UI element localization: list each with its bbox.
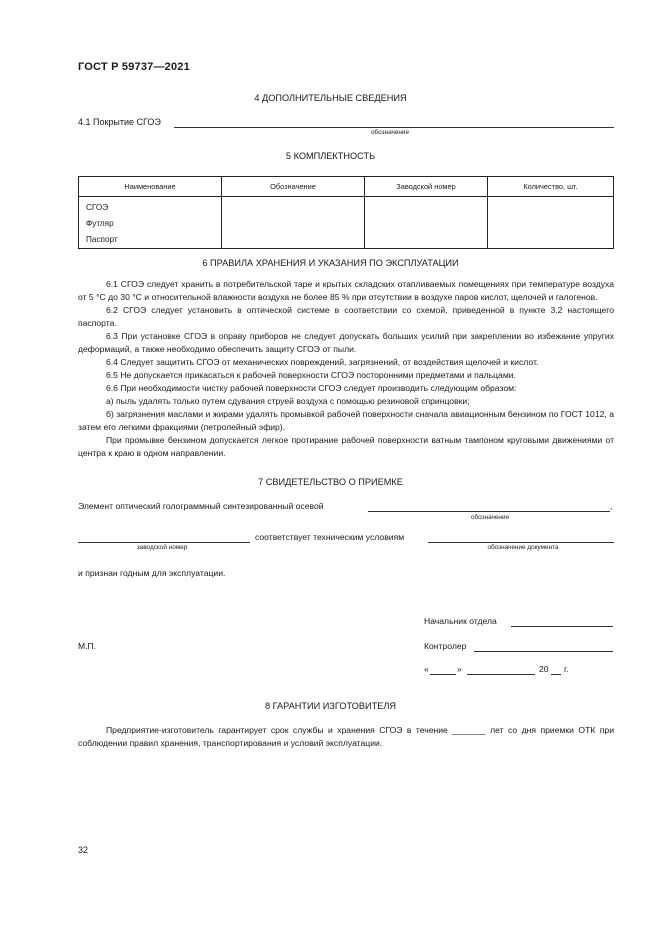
page-number: 32 bbox=[78, 845, 89, 855]
controller-signature-line[interactable] bbox=[474, 651, 613, 652]
col-designation-header: Обозначение bbox=[222, 177, 365, 197]
paragraph: 6.3 При установке СГОЭ в оправу приборов не следует допускать больших усилий при закреплении во избежание упругих деформаций, а также необходимо обеспечить защиту СГОЭ от пыли. bbox=[78, 331, 614, 354]
paragraph: 6.1 СГОЭ следует хранить в потребительской таре и крытых складских отапливаемых помещениях при температуре воздуха от 5 °С до 30 °С и относительной влажности воздуха не более 85 % при отсутствии в воздухе паров кислот, щелочей и галогенов. bbox=[78, 279, 614, 302]
year-line[interactable] bbox=[551, 674, 561, 675]
paragraph: При промывке бензином допускается легкое протирание рабочей поверхности ватным тампоном круговыми движениями от центра к краю в одном направлении. bbox=[78, 435, 614, 458]
year-prefix: 20 bbox=[539, 664, 549, 674]
items-cell bbox=[79, 197, 222, 249]
head-signature-line[interactable] bbox=[511, 626, 613, 627]
completeness-table bbox=[78, 176, 614, 249]
date-close-quote: » bbox=[457, 664, 462, 674]
warranty-text-after: лет со дня приемки ОТК при соблюдении правил хранения, транспортирования и условий эксплуатации. bbox=[78, 725, 614, 748]
paragraph bbox=[78, 724, 614, 750]
head-label: Начальник отдела bbox=[424, 616, 497, 626]
list-item: СГОЭ bbox=[86, 203, 109, 212]
section-8-title: 8 ГАРАНТИИ ИЗГОТОВИТЕЛЯ bbox=[264, 701, 397, 711]
list-item: Футляр bbox=[86, 219, 114, 228]
section-4-title: 4 ДОПОЛНИТЕЛЬНЫЕ СВЕДЕНИЯ bbox=[254, 93, 407, 103]
paragraph: 6.6 При необходимости чистку рабочей поверхности СГОЭ следует производить следующим образом: bbox=[106, 383, 517, 393]
conform-text: соответствует техническим условиям bbox=[255, 532, 405, 542]
serial-caption: заводской номер bbox=[136, 544, 188, 551]
month-line[interactable] bbox=[467, 674, 535, 675]
document-caption: обозначение документа bbox=[487, 544, 559, 551]
date-open-quote: « bbox=[424, 664, 429, 674]
accepted-text: и признан годным для эксплуатации. bbox=[78, 568, 226, 578]
stamp-label: М.П. bbox=[78, 641, 97, 651]
quantity-cell[interactable] bbox=[488, 197, 614, 249]
designation-cell[interactable] bbox=[222, 197, 365, 249]
year-suffix: г. bbox=[564, 664, 569, 674]
table-header-row bbox=[79, 177, 614, 197]
element-label: Элемент оптический голограммный синтезированный осевой bbox=[78, 501, 324, 511]
section-6-title: 6 ПРАВИЛА ХРАНЕНИЯ И УКАЗАНИЯ ПО ЭКСПЛУАТАЦИИ bbox=[202, 258, 459, 268]
paragraph: 6.4 Следует защитить СГОЭ от механических повреждений, загрязнений, от воздействия щелочей и кислот. bbox=[106, 357, 539, 367]
comma: , bbox=[610, 501, 613, 511]
table-row bbox=[79, 197, 614, 249]
day-line[interactable] bbox=[430, 674, 456, 675]
coating-caption: обозначение bbox=[370, 129, 410, 136]
storage-rules-text bbox=[78, 278, 614, 460]
warranty-text-before: Предприятие-изготовитель гарантирует срок службы и хранения СГОЭ в течение bbox=[106, 725, 448, 735]
section-5-title: 5 КОМПЛЕКТНОСТЬ bbox=[285, 151, 376, 161]
serial-cell[interactable] bbox=[365, 197, 488, 249]
paragraph: 6.5 Не допускается прикасаться к рабочей поверхности СГОЭ посторонними предметами и пальцами. bbox=[106, 370, 516, 380]
coating-label: 4.1 Покрытие СГОЭ bbox=[78, 117, 161, 127]
element-caption: обозначение bbox=[470, 514, 510, 521]
standard-number: ГОСТ Р 59737—2021 bbox=[78, 61, 190, 73]
document-designation-line[interactable] bbox=[428, 542, 614, 543]
warranty-term-blank[interactable]: _______ bbox=[452, 725, 486, 735]
paragraph: б) загрязнения маслами и жирами удалять промывкой рабочей поверхности сначала авиационным бензином по ГОСТ 1012, а затем его легкими фракциями (петролейный эфир). bbox=[78, 409, 614, 432]
controller-label: Контролер bbox=[424, 641, 467, 651]
section-7-title: 7 СВИДЕТЕЛЬСТВО О ПРИЕМКЕ bbox=[258, 477, 403, 487]
col-serial-header: Заводской номер bbox=[365, 177, 488, 197]
paragraph: 6.2 СГОЭ следует установить в оптической системе в соответствии со схемой, приведенной в пункте 3.2 настоящего паспорта. bbox=[78, 305, 614, 328]
list-item: Паспорт bbox=[86, 235, 118, 244]
col-quantity-header: Количество, шт. bbox=[488, 177, 614, 197]
warranty-text bbox=[78, 724, 614, 750]
paragraph: а) пыль удалять только путем сдувания струей воздуха с помощью резиновой спринцовки; bbox=[106, 396, 470, 406]
serial-number-line[interactable] bbox=[78, 542, 250, 543]
coating-input-line[interactable] bbox=[174, 127, 614, 128]
col-name-header: Наименование bbox=[79, 177, 222, 197]
element-designation-line[interactable] bbox=[368, 511, 610, 512]
